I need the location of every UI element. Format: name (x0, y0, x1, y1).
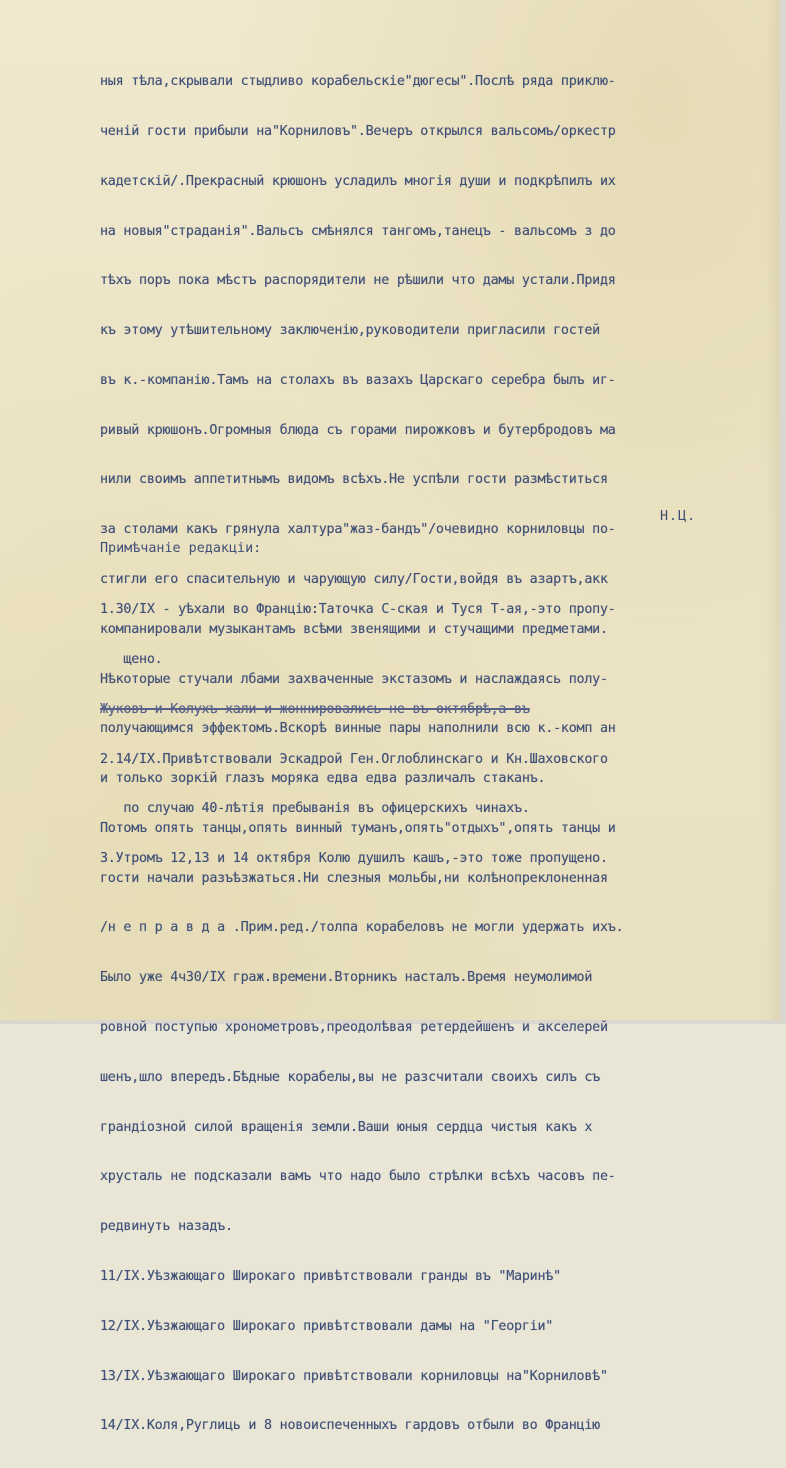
text-line: редвинуть назадъ. (100, 1219, 233, 1235)
text-line: ченій гости прибыли на"Корниловъ".Вечеръ открылся вальсомъ/оркестр (100, 123, 616, 139)
text-line: шенъ,шло впередъ.Бѣдные корабелы,вы не разсчитали своихъ силъ съ (100, 1069, 600, 1085)
text-line: 11/IX.Уѣзжающаго Широкаго привѣтствовали гранды въ "Маринѣ" (100, 1268, 561, 1284)
text-line: компанировали музыкантамъ всѣми звенящими и стучащими предметами. (100, 621, 608, 637)
text-line: на новыя"страданія".Вальсъ смѣнялся тангомъ,танецъ - вальсомъ з до (100, 223, 616, 239)
text-line: тѣхъ поръ пока мѣстъ распорядители не рѣшили что дамы устали.Придя (100, 273, 616, 289)
text-line: Потомъ опять танцы,опять винный туманъ,опять"отдыхъ",опять танцы и (100, 820, 616, 836)
text-line: /н е п р а в д а .Прим.ред./толпа корабеловъ не могли удержать ихъ. (100, 920, 624, 936)
note-line: 2.14/IX.Привѣтствовали Эскадрой Ген.Оглоблинскаго и Кн.Шаховского (100, 751, 608, 767)
note-line: 1.30/IX - уѣхали во Францію:Таточка С-ская и Туся Т-ая,-это пропу- (100, 602, 616, 618)
text-line: Нѣкоторые стучали лбами захваченные экстазомъ и наслаждаясь полу- (100, 671, 608, 687)
text-line: за столами какъ грянула халтура"жаз-бандъ"/очевидно корниловцы по- (100, 522, 616, 538)
text-line: гости начали разъѣзжаться.Ни слезныя мольбы,ни колѣнопреклоненная (100, 870, 608, 886)
text-line: ривый крюшонъ.Огромныя блюда съ горами пирожковъ и бутербродовъ ма (100, 422, 616, 438)
note-line: по случаю 40-лѣтія пребыванія въ офицерскихъ чинахъ. (100, 801, 530, 817)
notes-heading: Примѣчаніе редакціи: (100, 541, 262, 556)
text-line: ровной поступью хронометровъ,преодолѣвая ретердейшенъ и акселерей (100, 1020, 608, 1036)
text-line: стигли его спасительную и чарующую силу/Гости,войдя въ азартъ,акк (100, 572, 608, 587)
text-line: къ этому утѣшительному заключенію,руководители пригласили гостей (100, 323, 600, 339)
text-line: 14/IX.Коля,Руглиць и 8 новоиспеченныхъ гардовъ отбыли во Францію (100, 1418, 600, 1434)
text-line: и только зоркій глазъ моряка едва едва различалъ стаканъ. (100, 771, 546, 787)
text-line: въ к.-компанію.Тамъ на столахъ въ вазахъ Царскаго серебра былъ иг- (100, 372, 616, 388)
note-line: 3.Утромъ 12,13 и 14 октября Колю душилъ кашъ,-это тоже пропущено. (100, 851, 608, 867)
text-line: грандіозной силой вращенія земли.Ваши юныя сердца чистыя какъ х (100, 1119, 593, 1135)
text-line: получающимся эффектомъ.Вскорѣ винные пары наполнили всю к.-комп ан (100, 721, 616, 737)
signature-initials: Н.Ц. (660, 509, 697, 524)
text-line: 12/IX.Уѣзжающаго Широкаго привѣтствовали дамы на "Георгіи" (100, 1318, 554, 1334)
text-line: 13/IX.Уѣзжающаго Широкаго привѣтствовали корниловцы на"Корниловѣ" (100, 1368, 608, 1384)
note-line: щено. (100, 651, 163, 667)
text-line: хрусталь не подсказали вамъ что надо было стрѣлки всѣхъ часовъ пе- (100, 1169, 616, 1185)
note-line-struck: Жуковъ и Колухъ хали и жоннировались не въ октябрѣ,а въ (100, 701, 530, 717)
text-line: Было уже 4ч30/IX граж.времени.Вторникъ насталъ.Время неумолимой (100, 970, 593, 986)
editorial-notes (100, 569, 772, 901)
text-line: нили своимъ аппетитнымъ видомъ всѣхъ.Не успѣли гости размѣститься (100, 472, 608, 488)
text-line: ныя тѣла,скрывали стыдливо корабельскіе"дюгесы".Послѣ ряда приклю- (100, 74, 616, 90)
text-line: кадетскій/.Прекрасный крюшонъ усладилъ многія души и подкрѣпилъ их (100, 173, 616, 189)
